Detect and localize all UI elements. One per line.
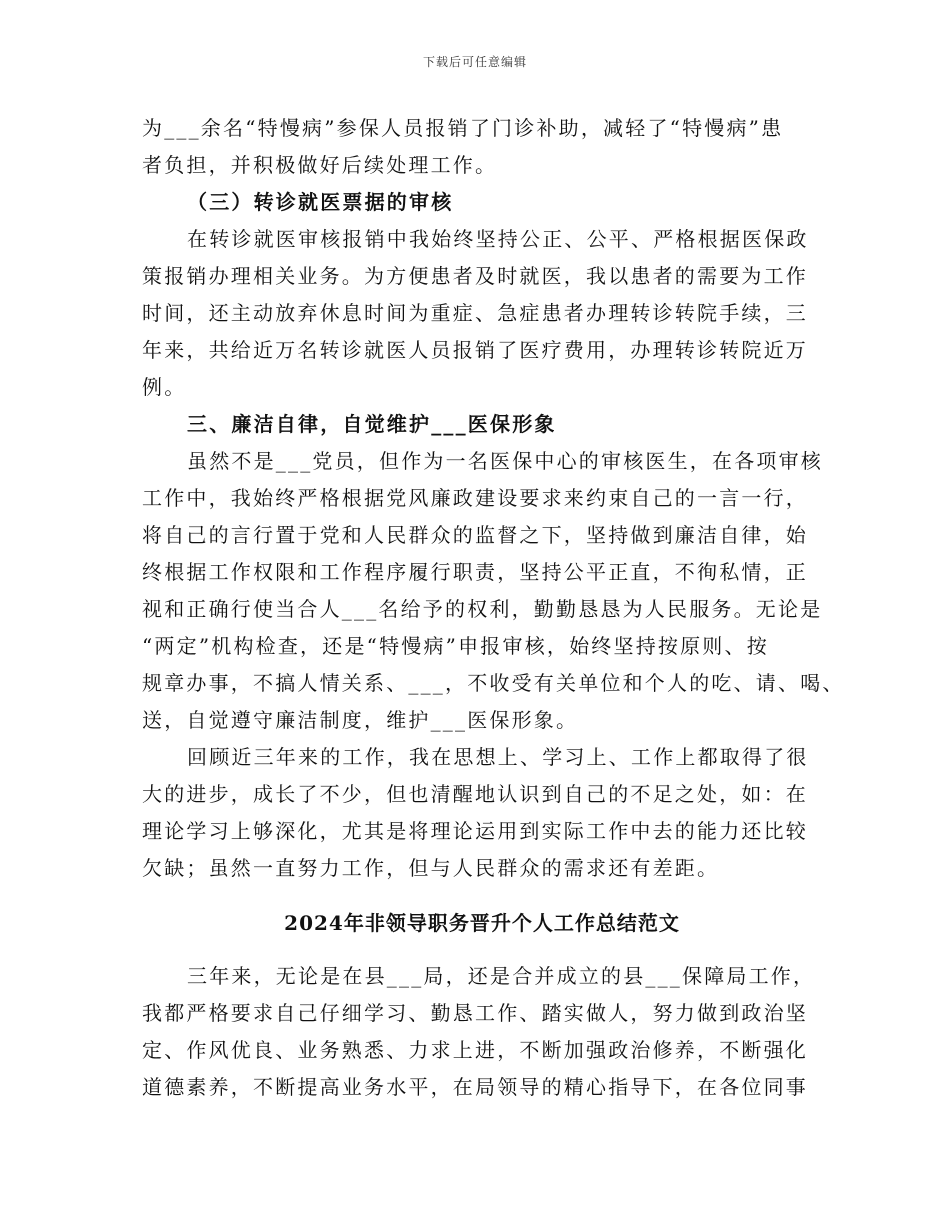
document-title: 2024年非领导职务晋升个人工作总结范文	[284, 911, 680, 935]
body-line: 定、作风优良、业务熟悉、力求上进，不断加强政治修养，不断强化	[142, 1038, 808, 1062]
body-line: 视和正确行使当合人___名给予的权利，勤勤恳恳为人民服务。无论是	[142, 597, 823, 621]
body-line: 年来，共给近万名转诊就医人员报销了医疗费用，办理转诊转院近万	[142, 338, 808, 362]
body-line: 我都严格要求自己仔细学习、勤恳工作、踏实做人，努力做到政治坚	[142, 1001, 808, 1025]
body-line: 策报销办理相关业务。为方便患者及时就医，我以患者的需要为工作	[142, 264, 808, 288]
document-body	[142, 110, 845, 1106]
body-line: 理论学习上够深化，尤其是将理论运用到实际工作中去的能力还比较	[142, 819, 808, 843]
body-line: 将自己的言行置于党和人民群众的监督之下，坚持做到廉洁自律，始	[142, 523, 808, 547]
body-line: 时间，还主动放弃休息时间为重症、急症患者办理转诊转院手续，三	[142, 301, 808, 325]
body-line: 终根据工作权限和工作程序履行职责，坚持公平正直，不徇私情，正	[142, 560, 808, 584]
body-line: 大的进步，成长了不少，但也清醒地认识到自己的不足之处，如：在	[142, 782, 808, 806]
body-line: 工作中，我始终严格根据党风廉政建设要求来约束自己的一言一行，	[142, 486, 808, 510]
body-line: 道德素养，不断提高业务水平，在局领导的精心指导下，在各位同事	[142, 1075, 808, 1099]
body-line: 送，自觉遵守廉洁制度，维护___医保形象。	[142, 708, 579, 732]
body-line: 规章办事，不搞人情关系、___，不收受有关单位和个人的吃、请、喝、	[142, 671, 845, 695]
paragraph-start-line: 虽然不是___党员，但作为一名医保中心的审核医生，在各项审核	[187, 449, 823, 473]
page-header: 下载后可任意编辑	[422, 55, 527, 69]
body-line: 例。	[142, 375, 187, 399]
paragraph-start-line: 回顾近三年来的工作，我在思想上、学习上、工作上都取得了很	[187, 745, 809, 769]
section-heading: （三）转诊就医票据的审核	[187, 190, 454, 214]
body-line: 欠缺；虽然一直努力工作，但与人民群众的需求还有差距。	[142, 856, 720, 880]
body-line: 者负担，并积极做好后续处理工作。	[142, 153, 498, 177]
body-line: 为___余名“特慢病”参保人员报销了门诊补助，减轻了“特慢病”患	[142, 116, 784, 140]
body-line: “两定”机构检查，还是“特慢病”申报审核，始终坚持按原则、按	[142, 634, 769, 658]
section-heading: 三、廉洁自律，自觉维护___医保形象	[187, 412, 557, 436]
paragraph-start-line: 在转诊就医审核报销中我始终坚持公正、公平、严格根据医保政	[187, 227, 809, 251]
paragraph-start-line: 三年来，无论是在县___局，还是合并成立的县___保障局工作，	[187, 964, 816, 988]
